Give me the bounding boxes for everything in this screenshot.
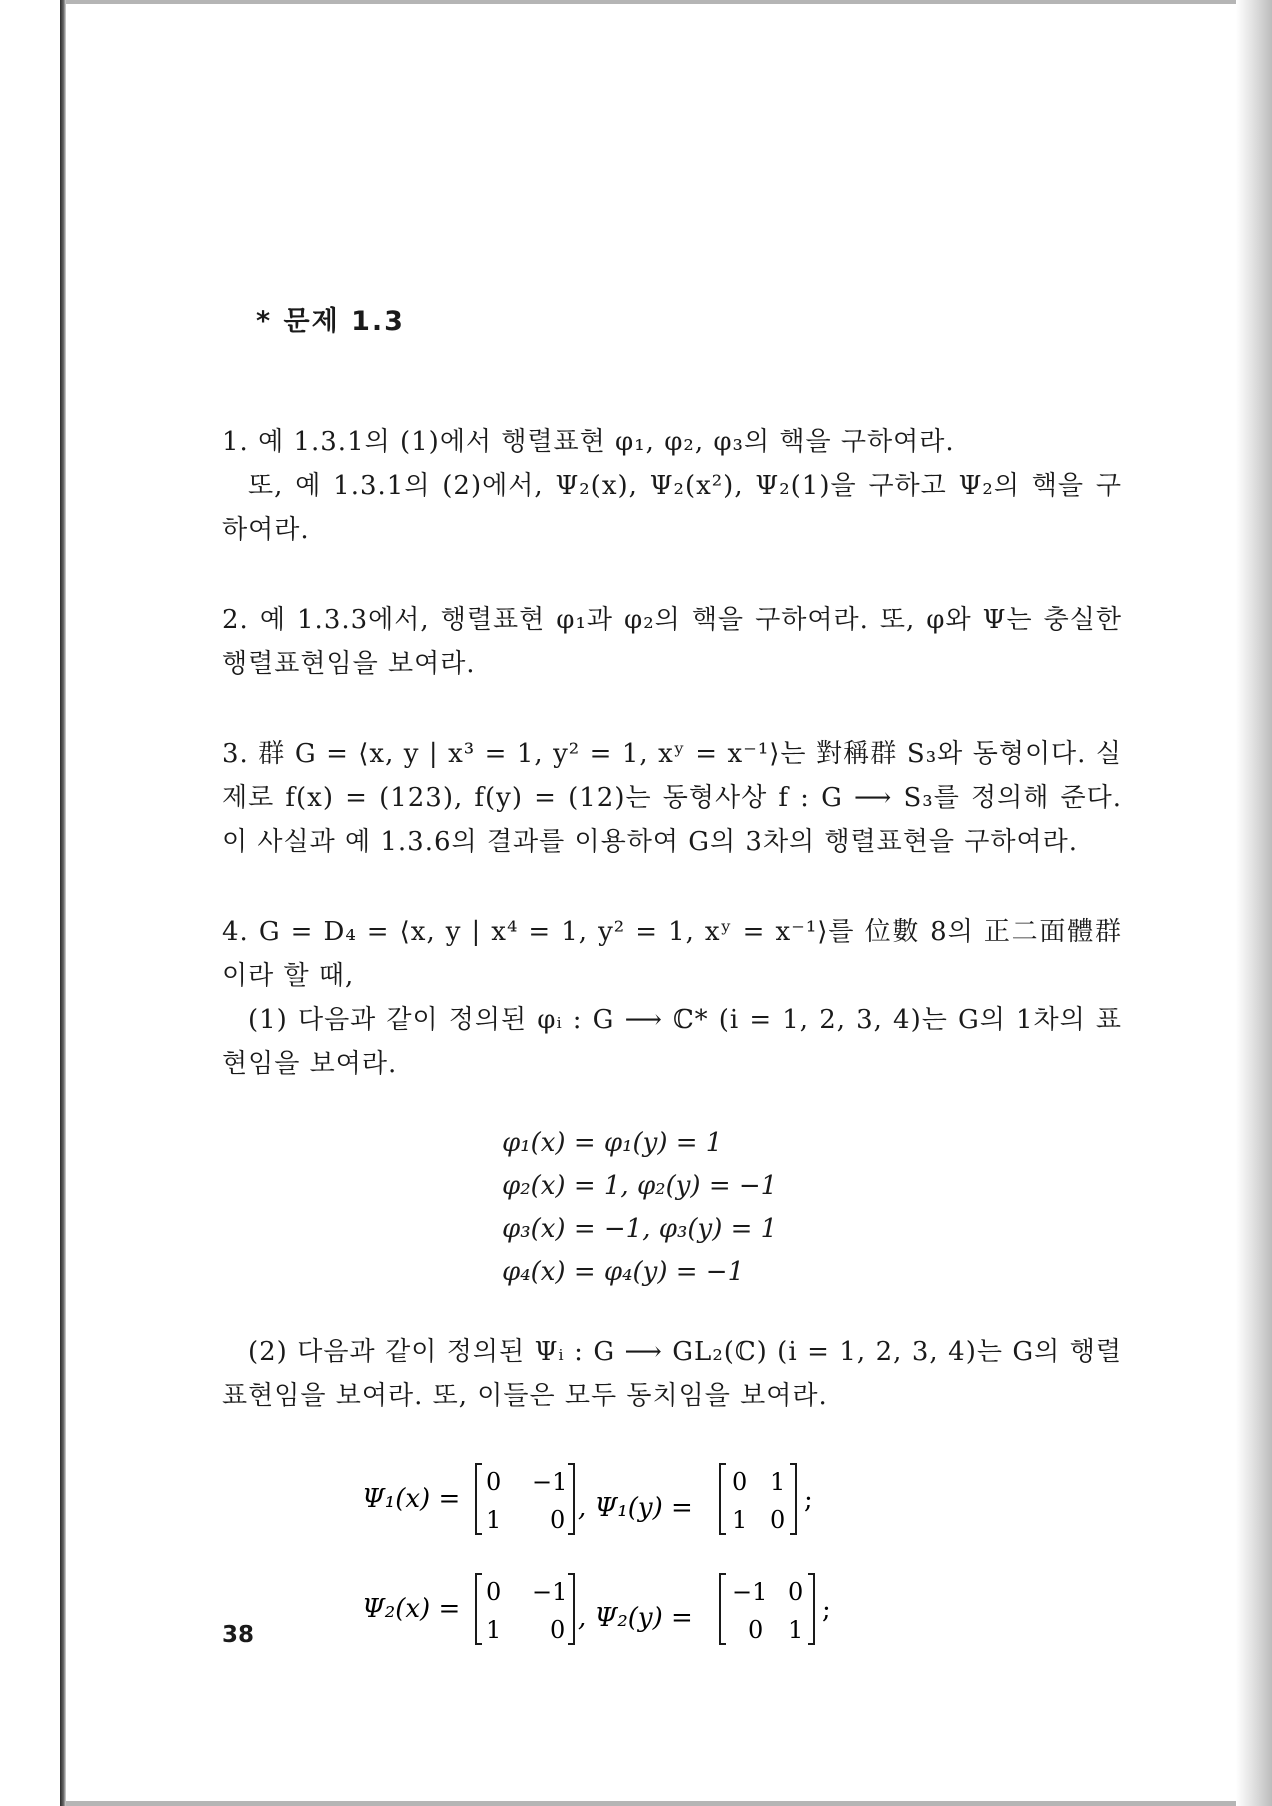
page-right-shadow — [1236, 0, 1272, 1806]
equation-phi-2: φ₂(x) = 1, φ₂(y) = −1 — [502, 1171, 778, 1201]
problem-3-text: 3. 群 G = ⟨x, y | x³ = 1, y² = 1, xʸ = x⁻¹⟩는 對稱群 S₃와 동형이다. 실제로 f(x) = (123), f(y) = (12)는 동형사상 f : G ⟶ S₃를 정의해 준다. 이 사실과 예 1.3.6의 결과를 이용하여 G의 3차의 행렬표현을 구하여라. — [222, 739, 1122, 857]
matrix-cell: 0 — [748, 1616, 764, 1644]
psi1-x-label: Ψ₁(x) = — [362, 1484, 461, 1514]
psi1-y-label: , Ψ₁(y) = — [578, 1493, 693, 1523]
problem-3 — [222, 732, 1122, 864]
matrix-cell: 0 — [732, 1468, 748, 1496]
bracket-right — [790, 1464, 796, 1534]
problem-1 — [222, 420, 1122, 552]
matrix-cell: −1 — [732, 1578, 768, 1606]
matrix-cell: 0 — [550, 1506, 566, 1534]
matrix-cell: −1 — [532, 1578, 568, 1606]
matrix-line-2 — [362, 1568, 1122, 1650]
page-content — [222, 300, 1122, 1696]
bracket-left — [720, 1574, 726, 1644]
page-top-edge — [66, 0, 1246, 4]
matrix-cell: 1 — [770, 1468, 786, 1496]
bracket-left — [476, 1464, 482, 1534]
matrix-cell: 1 — [486, 1616, 502, 1644]
problem-2 — [222, 598, 1122, 686]
psi2-y-label: , Ψ₂(y) = — [578, 1603, 693, 1633]
equation-phi-4: φ₄(x) = φ₄(y) = −1 — [502, 1257, 745, 1287]
matrix-line-1 — [362, 1458, 1122, 1540]
matrix-cell: 0 — [788, 1578, 804, 1606]
matrix-cell: 0 — [770, 1506, 786, 1534]
bracket-left — [476, 1574, 482, 1644]
equation-phi-1: φ₁(x) = φ₁(y) = 1 — [502, 1128, 723, 1158]
matrix-block — [362, 1458, 1122, 1650]
psi2-x-label: Ψ₂(x) = — [362, 1594, 461, 1624]
matrix-cell: 0 — [550, 1616, 566, 1644]
matrix-cell: 0 — [486, 1578, 502, 1606]
page-number: 38 — [222, 1622, 255, 1648]
matrix-cell: 1 — [732, 1506, 748, 1534]
equation-block — [502, 1122, 1122, 1294]
bracket-right — [568, 1464, 574, 1534]
matrix-line-end: ; — [822, 1595, 831, 1625]
problem-1-line-1: 1. 예 1.3.1의 (1)에서 행렬표현 φ₁, φ₂, φ₃의 핵을 구하여라. — [222, 427, 955, 457]
page-bottom-edge — [66, 1801, 1246, 1806]
bracket-left — [720, 1464, 726, 1534]
problem-4-part-2: (2) 다음과 같이 정의된 Ψᵢ : G ⟶ GL₂(ℂ) (i = 1, 2, 3, 4)는 G의 행렬표현임을 보여라. 또, 이들은 모두 동치임을 보여라. — [222, 1337, 1122, 1411]
equation-phi-3: φ₃(x) = −1, φ₃(y) = 1 — [502, 1214, 778, 1244]
problem-2-text: 2. 예 1.3.3에서, 행렬표현 φ₁과 φ₂의 핵을 구하여라. 또, φ와 Ψ는 충실한 행렬표현임을 보여라. — [222, 605, 1122, 679]
matrix-line-2-svg — [362, 1568, 922, 1650]
problem-4-intro: 4. G = D₄ = ⟨x, y | x⁴ = 1, y² = 1, xʸ = x⁻¹⟩를 位數 8의 正二面體群이라 할 때, — [222, 917, 1122, 991]
problem-4-part-1: (1) 다음과 같이 정의된 φᵢ : G ⟶ ℂ* (i = 1, 2, 3, 4)는 G의 1차의 표현임을 보여라. — [222, 1005, 1122, 1079]
matrix-cell: 0 — [486, 1468, 502, 1496]
problem-4 — [222, 910, 1122, 1650]
problem-1-line-2: 또, 예 1.3.1의 (2)에서, Ψ₂(x), Ψ₂(x²), Ψ₂(1)을 구하고 Ψ₂의 핵을 구하여라. — [222, 471, 1122, 545]
matrix-cell: 1 — [788, 1616, 804, 1644]
matrix-line-1-svg — [362, 1458, 922, 1540]
section-heading: * 문제 1.3 — [256, 306, 405, 337]
matrix-cell: 1 — [486, 1506, 502, 1534]
bracket-right — [568, 1574, 574, 1644]
matrix-cell: −1 — [532, 1468, 568, 1496]
book-spine — [60, 0, 66, 1806]
matrix-line-end: ; — [804, 1485, 813, 1515]
bracket-right — [808, 1574, 814, 1644]
